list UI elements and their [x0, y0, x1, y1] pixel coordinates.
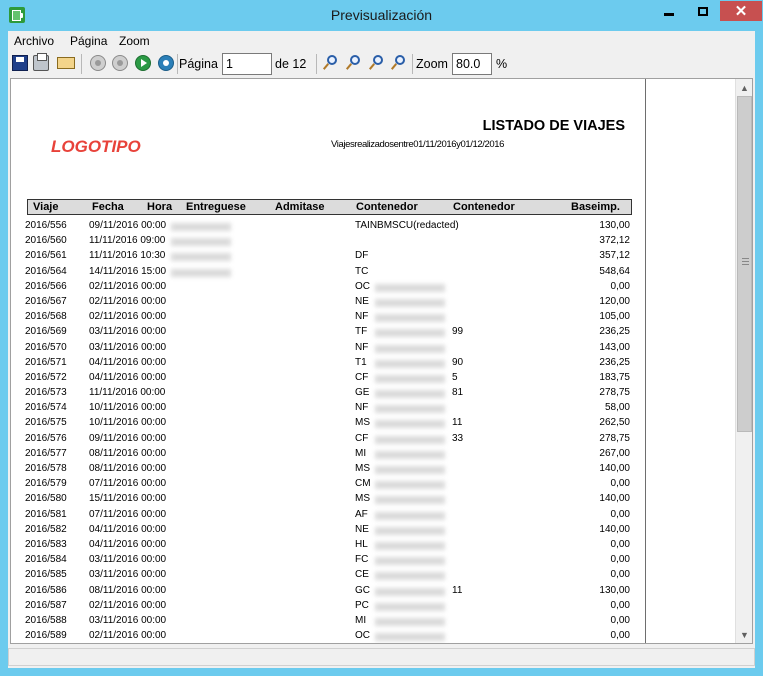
- close-icon: ✕: [734, 3, 748, 20]
- redacted-value: [375, 436, 445, 444]
- cell-baseimp: 0,00: [610, 538, 630, 550]
- redacted-value: [375, 496, 445, 504]
- cell-fecha: 08/11/2016 00:00: [89, 584, 167, 596]
- cell-contenedor: MI: [355, 614, 367, 626]
- cell-fecha: 02/11/2016 00:00: [89, 295, 167, 307]
- cell-baseimp: 262,50: [599, 417, 630, 429]
- cell-contenedor-2: 90: [452, 356, 464, 368]
- cell-baseimp: 120,00: [599, 295, 630, 307]
- table-row: [25, 448, 635, 463]
- cell-viaje: 2016/580: [25, 493, 67, 505]
- cell-baseimp: 278,75: [599, 387, 630, 399]
- cell-contenedor: HL: [355, 538, 368, 550]
- cell-fecha: 10/11/2016 00:00: [89, 417, 167, 429]
- toolbar-separator: [316, 54, 317, 74]
- cell-contenedor: TAINBMSCU(redacted): [355, 220, 459, 231]
- last-page-icon[interactable]: [158, 55, 174, 71]
- cell-fecha: 10/11/2016 00:00: [89, 402, 167, 414]
- redacted-value: [375, 542, 445, 550]
- cell-contenedor: TC: [355, 265, 369, 277]
- table-row: [25, 326, 635, 341]
- table-row: [25, 311, 635, 326]
- report-title: LISTADO DE VIAJES: [482, 118, 625, 134]
- table-row: [25, 600, 635, 615]
- report-rows: [25, 220, 635, 644]
- cell-fecha: 03/11/2016 00:00: [89, 569, 167, 581]
- cell-baseimp: 548,64: [599, 265, 630, 277]
- redacted-value: [375, 360, 445, 368]
- cell-baseimp: 58,00: [604, 402, 630, 414]
- page-number-input[interactable]: 1: [222, 53, 272, 75]
- redacted-value: [375, 390, 445, 398]
- cell-contenedor: NE: [355, 523, 369, 535]
- cell-baseimp: 267,00: [599, 447, 630, 459]
- header-hora: Hora: [147, 201, 173, 213]
- cell-contenedor: NF: [355, 341, 369, 353]
- client-area: [8, 31, 755, 668]
- table-row: [25, 463, 635, 478]
- cell-viaje: 2016/582: [25, 523, 67, 535]
- cell-baseimp: 236,25: [599, 356, 630, 368]
- toolbar-separator: [81, 54, 82, 74]
- table-row: [25, 630, 635, 644]
- cell-baseimp: 130,00: [599, 584, 630, 596]
- cell-contenedor: MS: [355, 493, 370, 505]
- redacted-value: [375, 375, 445, 383]
- cell-contenedor-2: 11: [452, 417, 463, 429]
- cell-fecha: 09/11/2016 00:00: [89, 220, 167, 231]
- cell-fecha: 03/11/2016 00:00: [89, 341, 167, 353]
- zoom-label: Zoom: [416, 57, 448, 71]
- redacted-value: [375, 405, 445, 413]
- cell-contenedor: CF: [355, 371, 369, 383]
- cell-baseimp: 372,12: [599, 235, 630, 247]
- page-label: Página: [179, 57, 218, 71]
- table-row: [25, 281, 635, 296]
- cell-contenedor: MI: [355, 447, 367, 459]
- table-row: [25, 493, 635, 508]
- cell-viaje: 2016/588: [25, 614, 67, 626]
- percent-label: %: [496, 57, 508, 71]
- redacted-value: [375, 633, 445, 641]
- table-row: [25, 250, 635, 265]
- cell-fecha: 11/11/2016 10:30: [89, 250, 166, 262]
- cell-contenedor: MS: [355, 463, 370, 474]
- cell-contenedor-2: 33: [452, 432, 464, 444]
- scroll-down-icon[interactable]: ▼: [740, 629, 749, 640]
- minimize-button[interactable]: [652, 1, 686, 21]
- cell-fecha: 11/11/2016 09:00: [89, 235, 166, 247]
- cell-fecha: 02/11/2016 00:00: [89, 280, 167, 292]
- cell-viaje: 2016/571: [25, 356, 67, 368]
- title-bar[interactable]: [0, 0, 763, 31]
- cell-contenedor: NF: [355, 402, 369, 414]
- cell-baseimp: 143,00: [599, 341, 630, 353]
- cell-baseimp: 0,00: [610, 508, 630, 520]
- cell-fecha: 04/11/2016 00:00: [89, 538, 167, 550]
- menu-bar: [8, 31, 755, 51]
- redacted-value: [375, 603, 445, 611]
- header-contenedor-2: Contenedor: [453, 201, 515, 213]
- cell-contenedor: TF: [355, 326, 368, 338]
- cell-viaje: 2016/564: [25, 265, 67, 277]
- report-subtitle: Viajesrealizadosentre01/11/2016y01/12/2016: [331, 139, 504, 150]
- report-page: [11, 79, 645, 643]
- cell-contenedor: AF: [355, 508, 368, 520]
- window-title: Previsualización: [330, 7, 433, 23]
- status-bar: [8, 648, 755, 666]
- menu-pagina[interactable]: Página: [70, 34, 108, 48]
- cell-viaje: 2016/575: [25, 417, 67, 429]
- redacted-value: [171, 238, 231, 246]
- cell-baseimp: 105,00: [599, 311, 630, 323]
- header-admitase: Admitase: [275, 201, 325, 213]
- cell-baseimp: 140,00: [599, 493, 630, 505]
- cell-fecha: 07/11/2016 00:00: [89, 478, 167, 490]
- cell-viaje: 2016/573: [25, 387, 67, 399]
- cell-contenedor-2: 11: [452, 584, 463, 596]
- maximize-icon: [698, 7, 708, 16]
- table-row: [25, 357, 635, 372]
- header-contenedor: Contenedor: [356, 201, 418, 213]
- cell-viaje: 2016/581: [25, 508, 67, 520]
- cell-viaje: 2016/568: [25, 311, 67, 323]
- redacted-value: [375, 618, 445, 626]
- zoom-fit-icon[interactable]: [369, 55, 385, 71]
- maximize-button[interactable]: [686, 1, 720, 21]
- cell-baseimp: 236,25: [599, 326, 630, 338]
- cell-contenedor: PC: [355, 599, 369, 611]
- redacted-value: [375, 466, 445, 474]
- first-page-icon[interactable]: [90, 55, 106, 71]
- cell-contenedor: OC: [355, 630, 370, 642]
- page-count-label: de 12: [275, 57, 307, 71]
- table-row: [25, 524, 635, 539]
- zoom-width-icon[interactable]: [391, 55, 407, 71]
- cell-fecha: 03/11/2016 00:00: [89, 326, 167, 338]
- vertical-scrollbar[interactable]: [735, 79, 752, 643]
- cell-baseimp: 278,75: [599, 432, 630, 444]
- cell-contenedor: GC: [355, 584, 370, 596]
- cell-baseimp: 140,00: [599, 523, 630, 535]
- redacted-value: [375, 572, 445, 580]
- toolbar: [8, 51, 755, 77]
- cell-baseimp: 130,00: [599, 220, 630, 231]
- table-row: [25, 220, 635, 235]
- cell-viaje: 2016/572: [25, 371, 67, 383]
- previous-page-icon[interactable]: [112, 55, 128, 71]
- table-row: [25, 296, 635, 311]
- redacted-value: [375, 527, 445, 535]
- cell-viaje: 2016/578: [25, 463, 67, 474]
- cell-viaje: 2016/577: [25, 447, 67, 459]
- redacted-value: [375, 481, 445, 489]
- header-entreguese: Entreguese: [186, 201, 246, 213]
- cell-fecha: 02/11/2016 00:00: [89, 599, 167, 611]
- cell-fecha: 08/11/2016 00:00: [89, 463, 167, 474]
- table-row: [25, 342, 635, 357]
- cell-contenedor: DF: [355, 250, 369, 262]
- cell-fecha: 09/11/2016 00:00: [89, 432, 167, 444]
- scroll-up-icon[interactable]: ▲: [740, 82, 749, 93]
- report-logo: LOGOTIPO: [51, 137, 141, 156]
- table-row: [25, 387, 635, 402]
- preview-gutter: [645, 79, 735, 643]
- table-row: [25, 433, 635, 448]
- print-icon[interactable]: [33, 55, 49, 71]
- cell-viaje: 2016/569: [25, 326, 67, 338]
- cell-baseimp: 357,12: [599, 250, 630, 262]
- cell-fecha: 03/11/2016 00:00: [89, 554, 167, 566]
- cell-contenedor: CF: [355, 432, 369, 444]
- zoom-in-icon[interactable]: [323, 55, 339, 71]
- cell-viaje: 2016/556: [25, 220, 67, 231]
- cell-viaje: 2016/567: [25, 295, 67, 307]
- cell-fecha: 14/11/2016 15:00: [89, 265, 167, 277]
- cell-contenedor-2: 99: [452, 326, 464, 338]
- cell-contenedor: NE: [355, 295, 369, 307]
- cell-fecha: 02/11/2016 00:00: [89, 311, 167, 323]
- next-page-icon[interactable]: [135, 55, 151, 71]
- cell-fecha: 07/11/2016 00:00: [89, 508, 167, 520]
- cell-viaje: 2016/589: [25, 630, 67, 642]
- cell-baseimp: 140,00: [599, 463, 630, 474]
- toolbar-separator: [412, 54, 413, 74]
- save-icon[interactable]: [12, 55, 28, 71]
- cell-contenedor: FC: [355, 554, 369, 566]
- zoom-input[interactable]: 80.0: [452, 53, 492, 75]
- header-viaje: Viaje: [33, 201, 59, 213]
- redacted-value: [171, 223, 231, 231]
- cell-baseimp: 0,00: [610, 614, 630, 626]
- cell-fecha: 04/11/2016 00:00: [89, 523, 167, 535]
- cell-contenedor-2: 5: [452, 371, 458, 383]
- redacted-value: [375, 512, 445, 520]
- cell-fecha: 04/11/2016 00:00: [89, 356, 167, 368]
- cell-viaje: 2016/561: [25, 250, 67, 262]
- cell-baseimp: 0,00: [610, 554, 630, 566]
- redacted-value: [375, 284, 445, 292]
- cell-contenedor: NF: [355, 311, 369, 323]
- cell-baseimp: 0,00: [610, 280, 630, 292]
- redacted-value: [375, 557, 445, 565]
- cell-contenedor: GE: [355, 387, 370, 399]
- cell-fecha: 15/11/2016 00:00: [89, 493, 167, 505]
- redacted-value: [375, 345, 445, 353]
- table-row: [25, 615, 635, 630]
- cell-viaje: 2016/584: [25, 554, 67, 566]
- minimize-icon: [664, 13, 674, 16]
- cell-contenedor: CE: [355, 569, 369, 581]
- table-row: [25, 569, 635, 584]
- cell-fecha: 02/11/2016 00:00: [89, 630, 167, 642]
- page-setup-icon[interactable]: [57, 57, 75, 69]
- close-button[interactable]: [720, 1, 762, 21]
- header-baseimp: Baseimp.: [571, 201, 620, 213]
- cell-baseimp: 0,00: [610, 478, 630, 490]
- header-fecha: Fecha: [92, 201, 124, 213]
- cell-fecha: 11/11/2016 00:00: [89, 387, 166, 399]
- table-row: [25, 417, 635, 432]
- table-row: [25, 235, 635, 250]
- cell-contenedor-2: 81: [452, 387, 464, 399]
- table-header: [27, 199, 632, 215]
- table-row: [25, 539, 635, 554]
- redacted-value: [375, 451, 445, 459]
- table-row: [25, 402, 635, 417]
- cell-contenedor: T1: [355, 356, 367, 368]
- menu-archivo[interactable]: Archivo: [14, 34, 55, 48]
- cell-baseimp: 0,00: [610, 569, 630, 581]
- cell-fecha: 04/11/2016 00:00: [89, 371, 167, 383]
- table-row: [25, 478, 635, 493]
- cell-viaje: 2016/560: [25, 235, 67, 247]
- cell-baseimp: 0,00: [610, 630, 630, 642]
- toolbar-separator: [177, 54, 178, 74]
- cell-viaje: 2016/579: [25, 478, 67, 490]
- table-row: [25, 266, 635, 281]
- cell-fecha: 03/11/2016 00:00: [89, 614, 167, 626]
- cell-fecha: 08/11/2016 00:00: [89, 447, 167, 459]
- cell-baseimp: 0,00: [610, 599, 630, 611]
- preview-pane[interactable]: [10, 78, 753, 644]
- scroll-thumb[interactable]: [737, 96, 752, 432]
- grip-icon: [742, 258, 749, 265]
- cell-viaje: 2016/574: [25, 402, 67, 414]
- redacted-value: [375, 314, 445, 322]
- cell-baseimp: 183,75: [599, 371, 630, 383]
- table-row: [25, 585, 635, 600]
- redacted-value: [375, 299, 445, 307]
- cell-viaje: 2016/576: [25, 432, 67, 444]
- cell-viaje: 2016/583: [25, 538, 67, 550]
- cell-viaje: 2016/587: [25, 599, 67, 611]
- cell-viaje: 2016/585: [25, 569, 67, 581]
- table-row: [25, 509, 635, 524]
- cell-viaje: 2016/586: [25, 584, 67, 596]
- cell-viaje: 2016/566: [25, 280, 67, 292]
- table-row: [25, 372, 635, 387]
- table-row: [25, 554, 635, 569]
- cell-contenedor: CM: [355, 478, 371, 490]
- cell-contenedor: MS: [355, 417, 370, 429]
- cell-contenedor: OC: [355, 280, 370, 292]
- redacted-value: [375, 329, 445, 337]
- zoom-out-icon[interactable]: [346, 55, 362, 71]
- cell-viaje: 2016/570: [25, 341, 67, 353]
- redacted-value: [375, 588, 445, 596]
- redacted-value: [171, 269, 231, 277]
- redacted-value: [375, 420, 445, 428]
- menu-zoom[interactable]: Zoom: [119, 34, 150, 48]
- redacted-value: [171, 253, 231, 261]
